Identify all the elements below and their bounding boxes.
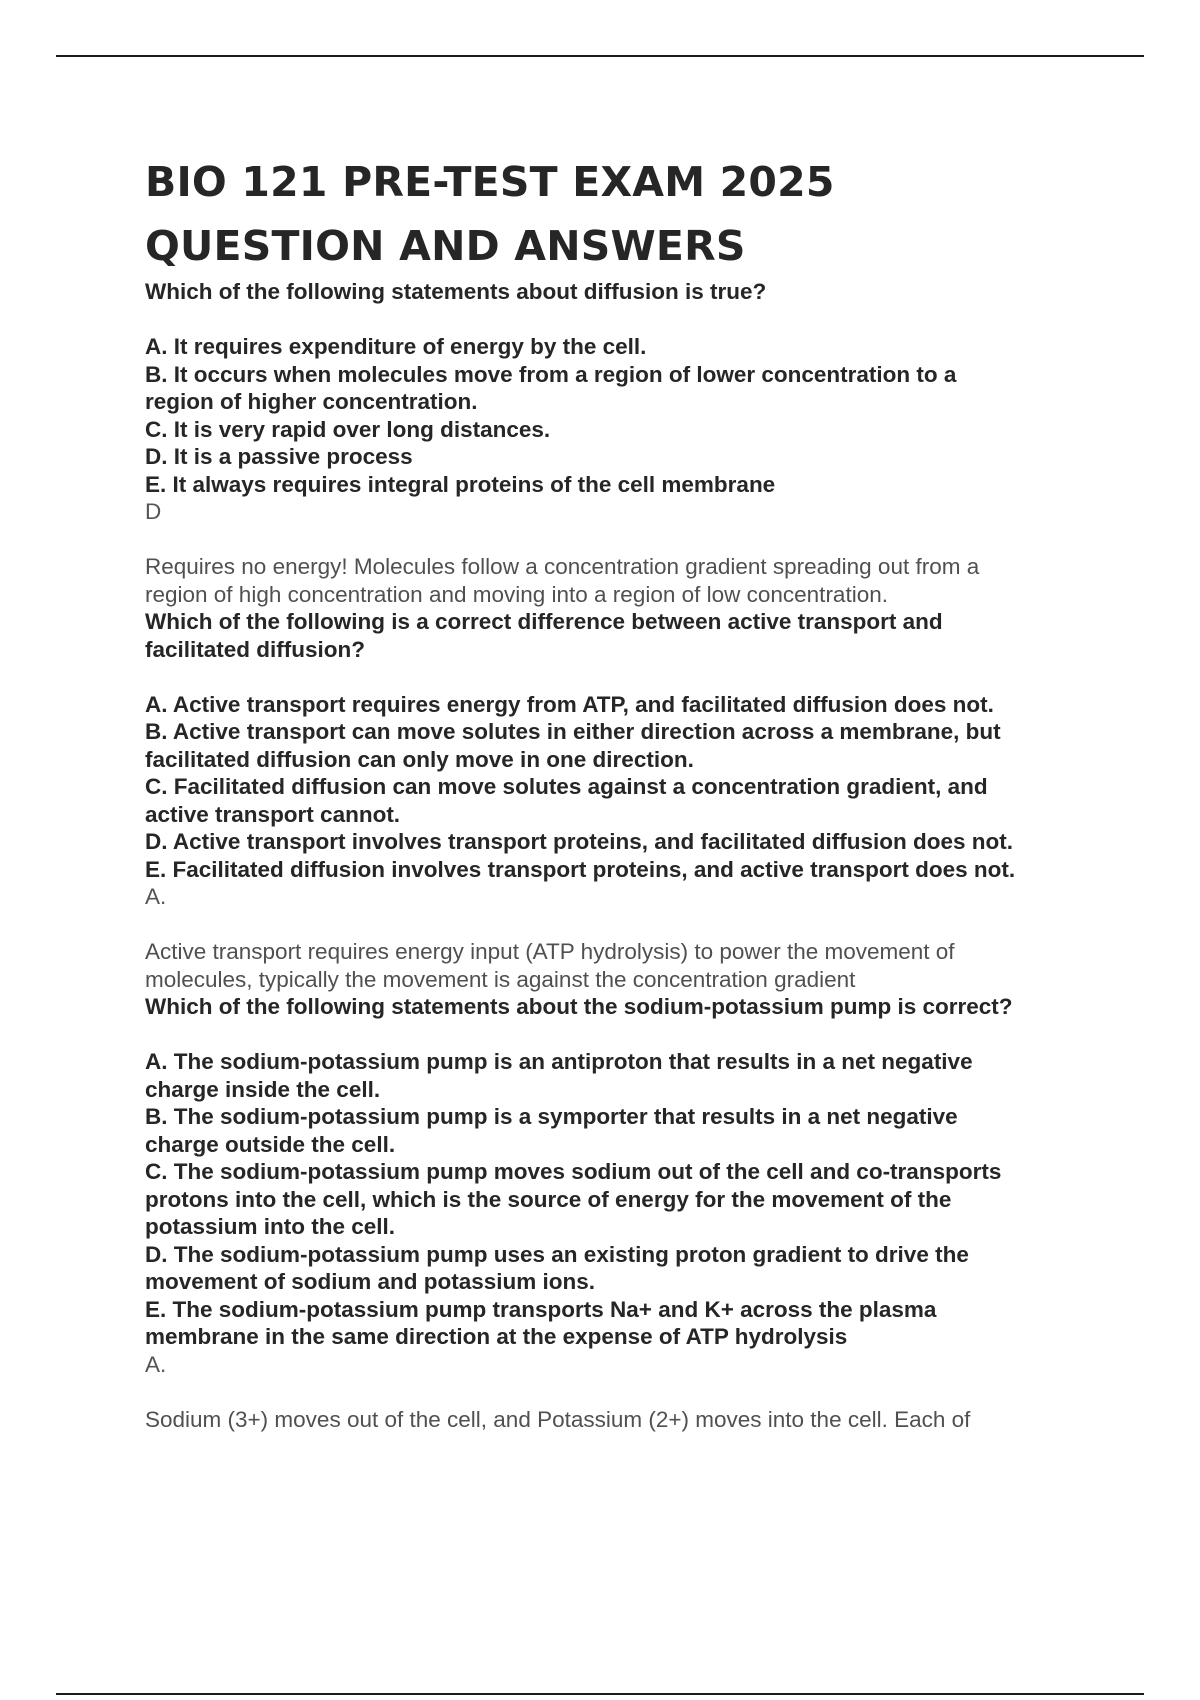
answer-option: charge outside the cell.	[145, 1131, 396, 1157]
answer-option: B. It occurs when molecules move from a region of lower concentration to a	[145, 361, 957, 387]
spacer	[145, 1021, 1105, 1049]
footer-rule	[56, 1693, 1144, 1695]
answer-option: C. Facilitated diffusion can move solutes against a concentration gradient, and	[145, 774, 988, 799]
answer-option: potassium into the cell.	[145, 1214, 396, 1239]
answer-option: D. Active transport involves transport proteins, and facilitated diffusion does not.	[145, 829, 1014, 854]
answer-option: region of higher concentration.	[145, 389, 478, 414]
correct-answer: A.	[145, 1351, 167, 1377]
answer-option: D. The sodium-potassium pump uses an existing proton gradient to drive the	[145, 1241, 969, 1267]
answer-explanation: Active transport requires energy input (ATP hydrolysis) to power the movement of	[145, 939, 955, 964]
question-text: facilitated diffusion?	[145, 636, 366, 662]
title-line-2: QUESTION AND ANSWERS	[145, 222, 746, 270]
spacer	[145, 306, 1105, 334]
answer-explanation: region of high concentration and moving into a region of low concentration.	[145, 581, 888, 607]
spacer	[145, 663, 1105, 691]
answer-option: charge inside the cell.	[145, 1076, 381, 1102]
question-block	[145, 608, 1105, 993]
correct-answer: D	[145, 499, 162, 524]
question-text: Which of the following statements about the sodium-potassium pump is correct?	[145, 994, 1013, 1019]
answer-option: E. Facilitated diffusion involves transport proteins, and active transport does not.	[145, 856, 1016, 882]
answer-option: A. It requires expenditure of energy by the cell.	[145, 334, 647, 359]
question-block	[145, 278, 1105, 608]
answer-option: E. It always requires integral proteins of the cell membrane	[145, 471, 776, 497]
answer-option: membrane in the same direction at the expense of ATP hydrolysis	[145, 1324, 848, 1349]
question-text: Which of the following statements about diffusion is true?	[145, 279, 767, 304]
answer-option: active transport cannot.	[145, 801, 401, 827]
question-text: Which of the following is a correct difference between active transport and	[145, 609, 943, 634]
answer-option: B. The sodium-potassium pump is a symporter that results in a net negative	[145, 1104, 958, 1129]
spacer	[145, 911, 1105, 939]
answer-option: D. It is a passive process	[145, 444, 413, 469]
answer-option: A. The sodium-potassium pump is an antiproton that results in a net negative	[145, 1049, 973, 1074]
answer-explanation: Sodium (3+) moves out of the cell, and Potassium (2+) moves into the cell. Each of	[145, 1406, 971, 1432]
answer-option: C. The sodium-potassium pump moves sodium out of the cell and co-transports	[145, 1159, 1002, 1184]
answer-explanation: Requires no energy! Molecules follow a concentration gradient spreading out from a	[145, 554, 980, 579]
answer-option: movement of sodium and potassium ions.	[145, 1269, 596, 1294]
answer-option: protons into the cell, which is the source of energy for the movement of the	[145, 1186, 952, 1212]
answer-explanation: molecules, typically the movement is against the concentration gradient	[145, 966, 856, 992]
spacer	[145, 1378, 1105, 1406]
header-rule	[56, 55, 1144, 57]
answer-option: facilitated diffusion can only move in one direction.	[145, 746, 694, 772]
title-line-1: BIO 121 PRE-TEST EXAM 2025	[145, 158, 835, 206]
answer-option: E. The sodium-potassium pump transports Na+ and K+ across the plasma	[145, 1296, 937, 1322]
answer-option: B. Active transport can move solutes in either direction across a membrane, but	[145, 719, 1001, 744]
document-title	[145, 150, 1105, 278]
page-content	[145, 150, 1105, 1433]
correct-answer: A.	[145, 884, 167, 909]
spacer	[145, 526, 1105, 554]
question-block	[145, 993, 1105, 1433]
question-list	[145, 278, 1105, 1433]
answer-option: C. It is very rapid over long distances.	[145, 416, 551, 442]
answer-option: A. Active transport requires energy from ATP, and facilitated diffusion does not.	[145, 691, 994, 717]
